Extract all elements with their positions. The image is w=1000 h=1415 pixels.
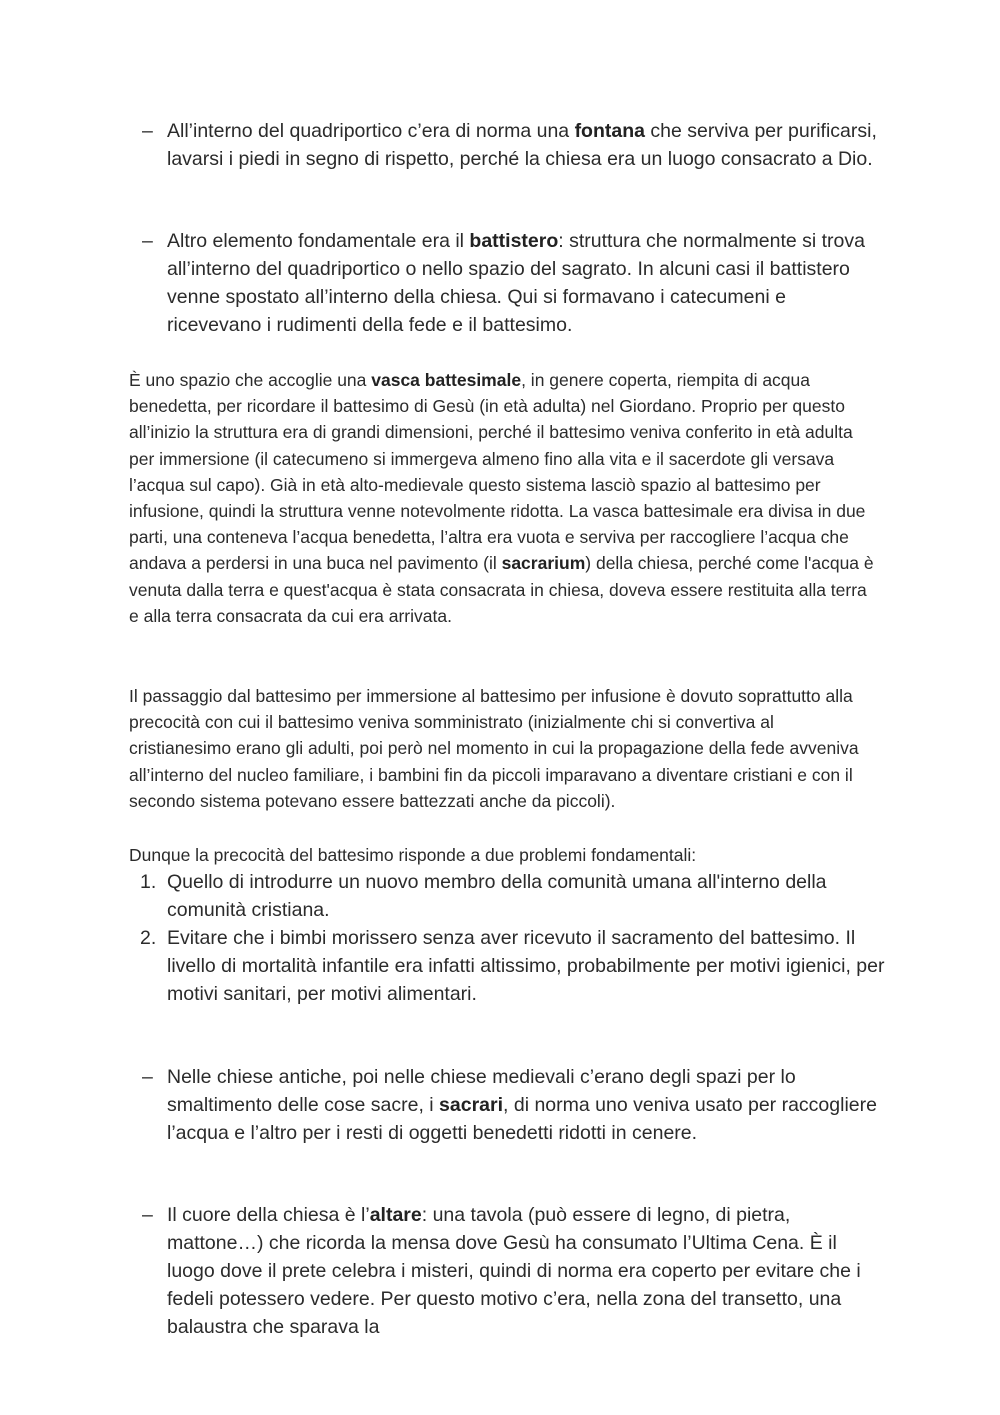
bullet-item-sacrari xyxy=(142,1063,882,1147)
bullet-text: Il cuore della chiesa è l’altare: una tavola (può essere di legno, di pietra, mattone…) che ricorda la mensa dove Gesù ha consumato l’Ultima Cena. È il luogo dove il prete celebra i misteri, quindi di norma era coperto per evitare che i fedeli potessero vedere. Per questo motivo c’era, nella zona del transetto, una balaustra che sparava la xyxy=(167,1204,861,1338)
numbered-text: Quello di introdurre un nuovo membro della comunità umana all'interno della comunità cristiana. xyxy=(167,871,827,921)
bold-term-battistero: battistero xyxy=(469,230,559,252)
bold-term-sacrarium: sacrarium xyxy=(501,553,586,574)
dash-marker: – xyxy=(142,1204,153,1226)
paragraph-passaggio: Il passaggio dal battesimo per immersione al battesimo per infusione è dovuto soprattutto alla precocità con cui il battesimo veniva somministrato (inizialmente chi si convertiva al cristianesimo erano gli adulti, poi però nel momento in cui la propagazione della fede avveniva all’interno del nucleo familiare, i bambini fin da piccoli imparavano a diventare cristiani e con il secondo sistema potevano essere battezzati anche da piccoli). xyxy=(129,686,859,811)
paragraph-vasca-battesimale: È uno spazio che accoglie una vasca battesimale, in genere coperta, riempita di acqua benedetta, per ricordare il battesimo di Gesù (in età adulta) nel Giordano. Proprio per questo all’inizio la struttura era di grandi dimensioni, perché il battesimo veniva conferito in età adulta per immersione (il catecumeno si immergeva almeno fino alla vita e il sacerdote gli versava l’acqua sul capo). Già in età alto-medievale questo sistema lasciò spazio al battesimo per infusione, quindi la struttura venne notevolmente ridotta. La vasca battesimale era divisa in due parti, una conteneva l’acqua benedetta, l’altra era vuota e serviva per raccogliere l’acqua che andava a perdersi in una buca nel pavimento (il sacrarium) della chiesa, perché come l'acqua è venuta dalla terra e quest'acqua è stata consacrata in chiesa, doveva essere restituita alla terra e alla terra consacrata da cui era arrivata. xyxy=(129,370,874,626)
numbered-item-2 xyxy=(140,924,885,1008)
bullet-item-altare xyxy=(142,1201,882,1341)
number-marker: 2. xyxy=(140,927,157,949)
bullet-text: Altro elemento fondamentale era il battistero: struttura che normalmente si trova all’interno del quadriportico o nello spazio del sagrato. In alcuni casi il battistero venne spostato all’interno della chiesa. Qui si formavano i catecumeni e ricevevano i rudimenti della fede e il battesimo. xyxy=(167,230,865,336)
numbered-text: Evitare che i bimbi morissero senza aver ricevuto il sacramento del battesimo. Il livello di mortalità infantile era infatti altissimo, probabilmente per motivi igienici, per motivi sanitari, per motivi alimentari. xyxy=(167,927,885,1005)
bold-term-fontana: fontana xyxy=(574,120,645,142)
bold-term-sacrari: sacrari xyxy=(439,1094,504,1116)
bold-term-vasca-battesimale: vasca battesimale xyxy=(371,370,522,390)
bullet-item-fontana xyxy=(142,117,882,173)
dash-marker: – xyxy=(142,120,153,142)
bold-term-altare: altare xyxy=(369,1204,422,1226)
paragraph-dunque: Dunque la precocità del battesimo risponde a due problemi fondamentali: xyxy=(129,845,697,865)
dash-marker: – xyxy=(142,1066,153,1088)
bullet-text: All’interno del quadriportico c’era di norma una fontana che serviva per purificarsi, lavarsi i piedi in segno di rispetto, perché la chiesa era un luogo consacrato a Dio. xyxy=(167,120,877,170)
bullet-item-battistero xyxy=(142,227,882,339)
dash-marker: – xyxy=(142,230,153,252)
numbered-item-1 xyxy=(140,868,885,924)
number-marker: 1. xyxy=(140,871,157,893)
bullet-text: Nelle chiese antiche, poi nelle chiese medievali c’erano degli spazi per lo smaltimento delle cose sacre, i sacrari, di norma uno veniva usato per raccogliere l’acqua e l’altro per i resti di oggetti benedetti ridotti in cenere. xyxy=(167,1066,877,1144)
